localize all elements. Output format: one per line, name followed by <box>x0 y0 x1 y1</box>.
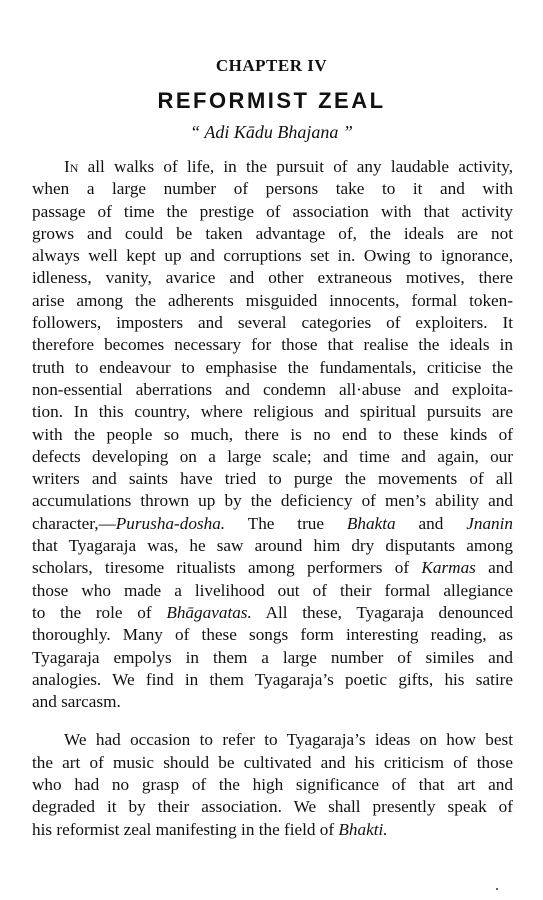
text-line <box>32 819 513 841</box>
text-line <box>32 513 513 535</box>
text-line <box>32 290 513 312</box>
text-run: accumulations thrown up by the deficiency of men’s ability and <box>32 491 513 511</box>
text-line <box>32 752 513 774</box>
text-run: defects developing on a large scale; and time and again, our <box>32 446 513 466</box>
text-run: those who made a livelihood out of their formal allegiance <box>32 580 513 600</box>
text-line <box>32 446 513 468</box>
text-run: character,— <box>32 513 116 533</box>
italic-term: Bhakti. <box>338 819 388 839</box>
chapter-label: CHAPTER IV <box>215 56 328 75</box>
text-line <box>32 178 513 200</box>
text-run: truth to endeavour to emphasise the fundamentals, criticise the <box>32 357 513 377</box>
text-run: the art of music should be cultivated and his criticism of those <box>32 752 513 772</box>
text-run: tion. In this country, where religious and spiritual pursuits are <box>32 402 513 422</box>
text-run: idleness, vanity, avarice and other extraneous motives, there <box>32 268 513 288</box>
text-line <box>32 379 513 401</box>
text-run: to the role of <box>32 602 167 622</box>
text-line <box>32 201 513 223</box>
text-run: In <box>64 157 79 176</box>
text-line <box>32 602 513 624</box>
paragraph <box>32 729 513 840</box>
print-speck <box>496 888 498 890</box>
text-line <box>32 424 513 446</box>
text-line <box>32 796 513 818</box>
text-run: The true <box>225 513 347 533</box>
text-run: that Tyagaraja was, he saw around him dry disputants among <box>32 536 513 556</box>
text-run: followers, imposters and several categories of exploiters. It <box>32 313 513 333</box>
italic-term: Jnanin <box>466 513 513 533</box>
text-run: grows and could be taken advantage of, the ideals are not <box>32 223 513 243</box>
text-line <box>32 691 513 713</box>
text-run: degraded it by their association. We shall presently speak of <box>32 797 513 817</box>
text-run: thoroughly. Many of these songs form interesting reading, as <box>32 625 513 645</box>
chapter-title: REFORMIST ZEAL <box>157 88 386 113</box>
text-line <box>32 357 513 379</box>
text-run: scholars, tiresome ritualists among performers of <box>32 558 422 578</box>
text-run: therefore becomes necessary for those that realise the ideals in <box>32 335 513 355</box>
chapter-subtitle: “ Adi Kādu Bhajana ” <box>190 122 353 142</box>
text-run: all walks of life, in the pursuit of any laudable activity, <box>78 157 513 176</box>
text-line <box>32 334 513 356</box>
text-line <box>32 557 513 579</box>
text-line <box>32 490 513 512</box>
italic-term: Bhāgavatas. <box>166 602 252 622</box>
text-run: with the people so much, there is no end to these kinds of <box>32 424 513 444</box>
text-line <box>32 468 513 490</box>
text-line <box>32 535 513 557</box>
paragraph-gap <box>32 713 513 729</box>
italic-term: Purusha-dosha. <box>115 513 226 533</box>
text-run: and sarcasm. <box>32 692 121 712</box>
chapter-body <box>32 156 513 841</box>
text-run: analogies. We find in them Tyagaraja’s poetic gifts, his satire <box>32 669 513 689</box>
text-run: always well kept up and corruptions set in. Owing to ignorance, <box>32 246 513 266</box>
paragraph <box>32 156 513 713</box>
text-run: who had no grasp of the high significance of that art and <box>32 775 513 795</box>
text-run: arise among the adherents misguided innocents, formal token- <box>32 290 513 310</box>
text-run: non-essential aberrations and condemn all·abuse and exploita- <box>32 379 513 399</box>
text-line <box>32 647 513 669</box>
text-run: All these, Tyagaraja denounced <box>251 602 513 622</box>
text-line <box>32 223 513 245</box>
text-line <box>32 624 513 646</box>
text-line <box>32 156 513 178</box>
text-line <box>32 729 513 751</box>
text-run: writers and saints have tried to purge the movements of all <box>32 469 513 489</box>
text-line <box>32 774 513 796</box>
text-run: and <box>475 558 513 578</box>
text-run: Tyagaraja empolys in them a large number of similes and <box>32 647 513 667</box>
text-line <box>32 312 513 334</box>
text-line <box>32 267 513 289</box>
text-run: and <box>395 513 467 533</box>
text-line <box>32 401 513 423</box>
text-run: when a large number of persons take to it and with <box>32 179 513 199</box>
italic-term: Bhakta <box>346 513 396 533</box>
text-run: his reformist zeal manifesting in the field of <box>32 819 339 839</box>
text-line <box>32 245 513 267</box>
italic-term: Karmas <box>421 558 476 578</box>
text-run: passage of time the prestige of association with that activity <box>32 201 513 221</box>
text-line <box>32 669 513 691</box>
text-line <box>32 580 513 602</box>
text-run: We had occasion to refer to Tyagaraja’s ideas on how best <box>64 730 513 750</box>
